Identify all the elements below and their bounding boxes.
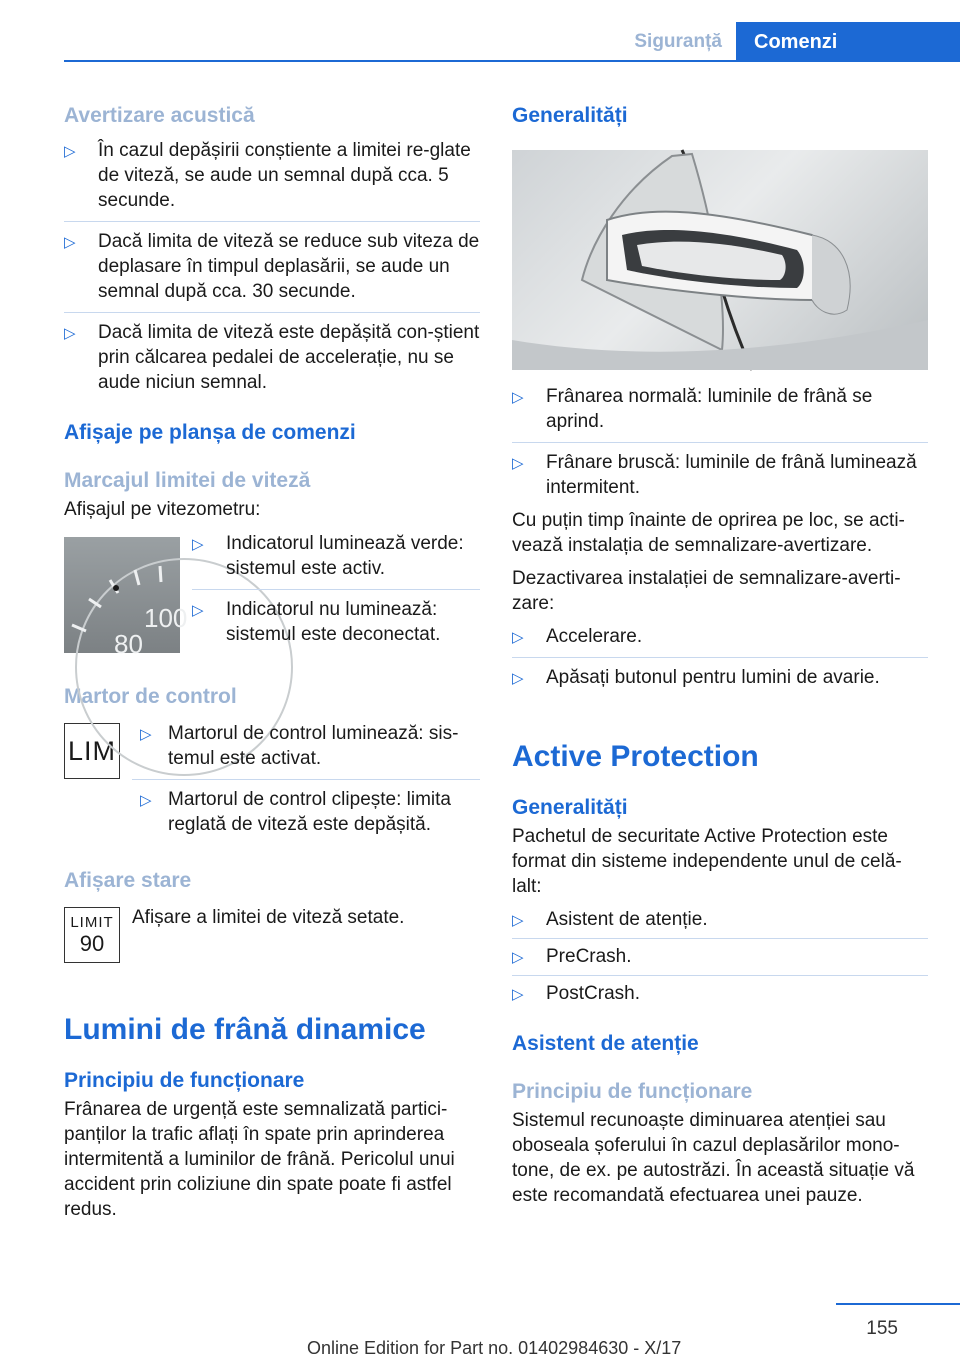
page-number: 155 — [866, 1318, 898, 1339]
list-item: ▷ Dacă limita de viteză se reduce sub viteza de deplasare în timpul deplasării, se aude un semnal după cca. 30 secunde. — [64, 222, 480, 313]
bullet-triangle-icon: ▷ — [512, 455, 524, 472]
list-item: ▷ Accelerare. — [512, 624, 928, 658]
bullet-triangle-icon: ▷ — [192, 602, 204, 619]
heading-stare: Afișare stare — [64, 869, 192, 892]
list-item: ▷ Asistent de atenție. — [512, 907, 928, 939]
list-item: ▷ Martorul de control clipește: limita reglată de viteză este depășită. — [140, 789, 451, 835]
active-text: Pachetul de securitate Active Protection este format din sisteme independente unul de celă-lalt: — [512, 826, 902, 897]
bullet-triangle-icon: ▷ — [64, 234, 76, 251]
svg-text:80: 80 — [114, 629, 143, 659]
bullet-triangle-icon: ▷ — [512, 629, 524, 646]
heading-generalitati-2: Generalități — [512, 796, 628, 819]
heading-avertizare: Avertizare acustică — [64, 104, 255, 127]
edition-note: Online Edition for Part no. 01402984630 - X/17 — [307, 1338, 682, 1358]
speedometer-image — [64, 537, 188, 659]
list-item: ▷ Apăsați butonul pentru lumini de avarie. — [512, 658, 928, 690]
marcaj-row — [64, 533, 480, 659]
list-item: ▷ Indicatorul nu luminează: sistemul este deconectat. — [192, 599, 441, 645]
heading-marcaj: Marcajul limitei de viteză — [64, 469, 311, 492]
right-column — [512, 96, 928, 1208]
page-header — [64, 22, 960, 62]
deactivate-list — [512, 624, 928, 690]
martor-list — [132, 721, 480, 837]
heading-martor: Martor de control — [64, 685, 237, 708]
list-item: ▷ PostCrash. — [512, 976, 928, 1006]
bullet-triangle-icon: ▷ — [512, 986, 524, 1003]
left-column — [64, 96, 480, 1222]
generalitati-p2: Dezactivarea instalației de semnalizare-averti-zare: — [512, 568, 901, 614]
bullet-triangle-icon: ▷ — [192, 536, 204, 553]
list-item: ▷ Indicatorul luminează verde: sistemul este activ. — [192, 531, 480, 590]
lim-indicator-icon: LIM — [64, 723, 120, 779]
martor-row — [64, 723, 480, 837]
heading-active-protection: Active Protection — [512, 740, 759, 773]
heading-principiu: Principiu de funcționare — [64, 1069, 305, 1092]
svg-text:100: 100 — [144, 603, 188, 633]
list-item: ▷ Frânare bruscă: luminile de frână luminează intermitent. — [512, 452, 917, 498]
bullet-triangle-icon: ▷ — [512, 912, 524, 929]
bullet-triangle-icon: ▷ — [64, 325, 76, 342]
list-item: ▷ PreCrash. — [512, 939, 928, 976]
brake-light-image — [512, 150, 928, 370]
heading-afisaje: Afișaje pe planșa de comenzi — [64, 421, 356, 444]
list-item: ▷ Frânarea normală: luminile de frână se aprind. — [512, 384, 928, 443]
bullet-triangle-icon: ▷ — [512, 670, 524, 687]
marcaj-list — [192, 531, 480, 653]
heading-generalitati: Generalități — [512, 104, 628, 127]
stare-row — [64, 907, 480, 963]
active-list — [512, 907, 928, 1006]
chapter-tab[interactable]: Comenzi — [736, 22, 960, 62]
brake-list — [512, 384, 928, 500]
bullet-triangle-icon: ▷ — [64, 143, 76, 160]
bullet-triangle-icon: ▷ — [512, 949, 524, 966]
limit-90-icon: LIMIT 90 — [64, 907, 120, 963]
list-item: ▷ În cazul depășirii conștiente a limitei re-glate de viteză, se aude un semnal după cca. 5 secunde. — [64, 138, 480, 222]
speedometer-graphic — [64, 537, 188, 659]
generalitati-p1: Cu puțin timp înainte de oprirea pe loc, se acti-vează instalația de semnalizare-avertizare. — [512, 510, 905, 556]
asistent-text: Sistemul recunoaște diminuarea atenției sau oboseala șoferului în cazul deplasărilor mono-tone, de ex. pe autostrăzi. În această situație vă este recomandată efectuarea unei pauze. — [512, 1110, 915, 1206]
heading-asistent: Asistent de atenție — [512, 1032, 699, 1055]
bullet-triangle-icon: ▷ — [140, 792, 152, 809]
heading-principiu-2: Principiu de funcționare — [512, 1080, 753, 1103]
header-rule — [64, 60, 960, 62]
bullet-triangle-icon: ▷ — [512, 389, 524, 406]
lumini-text: Frânarea de urgență este semnalizată partici-panților la trafic aflați în spate prin aprinderea intermitentă a luminilor de frână. Pericolul unui accident prin coliziune din spate poate fi astfel redus. — [64, 1099, 455, 1220]
stare-text: Afișare a limitei de viteză setate. — [132, 907, 405, 928]
taillight-graphic — [512, 150, 928, 370]
list-item: ▷ Dacă limita de viteză este depășită con-știent prin călcarea pedalei de accelerație, nu se aude niciun semnal. — [64, 322, 480, 393]
section-label[interactable]: Siguranță — [634, 31, 722, 52]
avertizare-list — [64, 138, 480, 395]
heading-lumini: Lumini de frână dinamice — [64, 1013, 426, 1046]
footer-rule — [836, 1303, 960, 1305]
bullet-triangle-icon: ▷ — [140, 726, 152, 743]
list-item: ▷ Martorul de control luminează: sis-temul este activat. — [132, 721, 480, 780]
marcaj-intro: Afișajul pe vitezometru: — [64, 499, 261, 520]
